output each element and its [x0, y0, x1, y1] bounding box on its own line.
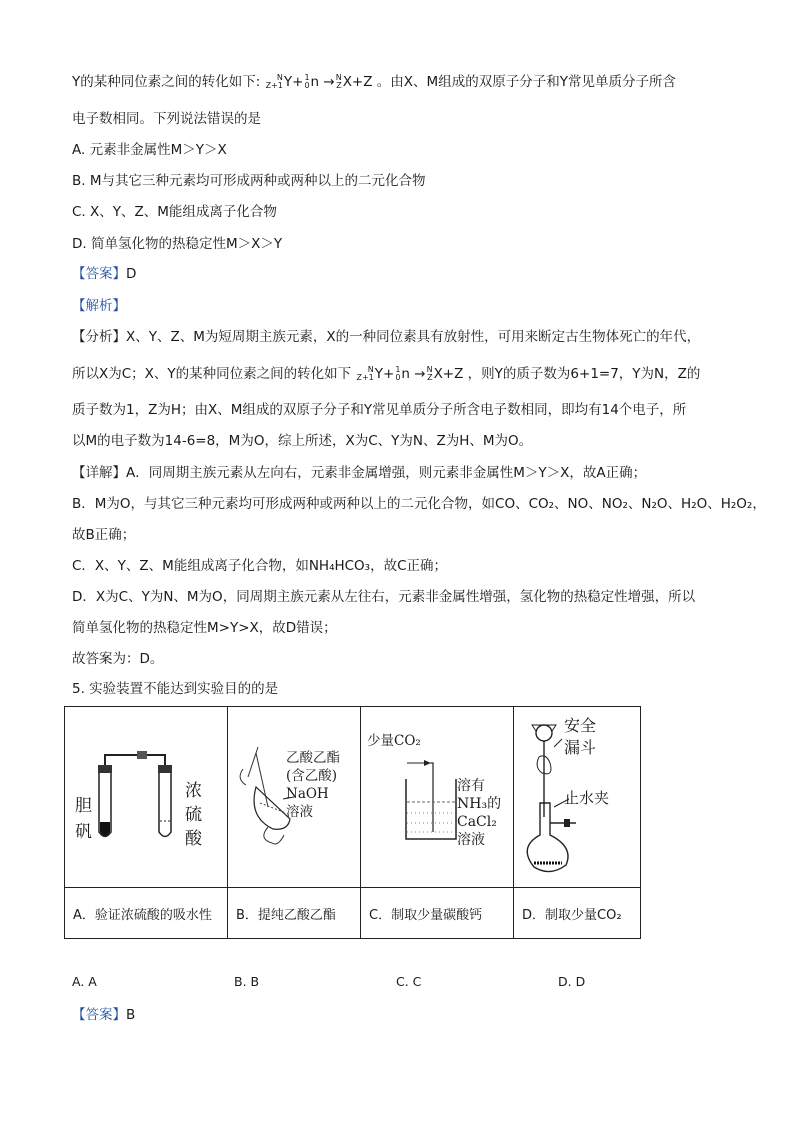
nuclear-equation: N Z+1 Y+ 1 0 n → N Z X+Z: [265, 73, 377, 90]
option-b: B. M与其它三种元素均可形成两种或两种以上的二元化合物: [72, 173, 426, 189]
detail-conclusion: 故答案为：D。: [72, 651, 164, 667]
label-nh3: NH₃的: [457, 796, 502, 812]
figure-b: [228, 707, 361, 888]
option-d: D. 简单氢化物的热稳定性M＞X＞Y: [72, 236, 283, 252]
figure-c: [361, 707, 514, 888]
label-cacl2: CaCl₂: [457, 814, 497, 830]
label-co2-top: 少量CO₂: [367, 733, 421, 749]
choice-b: B. B: [234, 974, 260, 989]
intro-line-2: 电子数相同。下列说法错误的是: [72, 111, 261, 127]
detail-a: 【详解】A．同周期主族元素从左向右，元素非金属增强，则元素非金属性M＞Y＞X，故A正确；: [72, 465, 647, 481]
label-danfan-1: 胆: [75, 796, 92, 816]
label-dissolved: 溶有: [457, 778, 485, 794]
detail-d-1: D．X为C、Y为N、M为O，同周期主族元素从左往右，元素非金属性增强，氢化物的热稳定性增强，所以: [72, 589, 696, 605]
fenxi-line-1: 【分析】X、Y、Z、M为短周期主族元素，X的一种同位素具有放射性，可用来断定古生物体死亡的年代，: [72, 329, 701, 345]
choice-c: C. C: [396, 974, 422, 989]
label-acid-2: 硫: [185, 805, 202, 825]
fenxi-line-4: 以M的电子数为14-6=8，M为O，综上所述，X为C、Y为N、Z为H、M为O。: [72, 433, 533, 449]
label-acid-3: 酸: [185, 829, 202, 849]
caption-d: D．制取少量CO₂: [514, 888, 641, 939]
caption-c: C．制取少量碳酸钙: [361, 888, 514, 939]
label-solution-c: 溶液: [457, 832, 485, 848]
label-safety-1: 安全: [564, 716, 597, 735]
intro-line-1: Y的某种同位素之间的转化如下: N Z+1 Y+ 1 0 n → N Z X+Z 。由X、M组成的双原子分子和Y常见单质分子所含: [72, 73, 676, 90]
label-naoh: NaOH: [286, 786, 329, 802]
caption-b: B．提纯乙酸乙酯: [228, 888, 361, 939]
figure-d: [514, 707, 641, 888]
figure-a: [65, 707, 228, 888]
fenxi-line-3: 质子数为1，Z为H；由X、M组成的双原子分子和Y常见单质分子所含电子数相同，即均有14个电子，所: [72, 402, 687, 418]
detail-b-2: 故B正确；: [72, 527, 136, 543]
label-safety-2: 漏斗: [564, 738, 597, 757]
question-5-stem: 5. 实验装置不能达到实验目的的是: [72, 681, 279, 697]
label-danfan-2: 矾: [75, 822, 92, 842]
label-ethyl-acetate: 乙酸乙酯: [286, 750, 340, 766]
answer-tag: 【答案】: [72, 266, 126, 282]
label-with-acetic-acid: (含乙酸): [286, 768, 338, 784]
choice-d: D. D: [558, 974, 586, 989]
detail-c: C．X、Y、Z、M能组成离子化合物，如NH₄HCO₃，故C正确；: [72, 558, 448, 574]
answer-value: D: [126, 266, 137, 282]
option-c: C. X、Y、Z、M能组成离子化合物: [72, 204, 277, 220]
detail-d-2: 简单氢化物的热稳定性M>Y>X，故D错误；: [72, 620, 337, 636]
detail-b-1: B．M为O，与其它三种元素均可形成两种或两种以上的二元化合物，如CO、CO₂、NO、NO₂、N₂O、H₂O、H₂O₂，: [72, 496, 766, 512]
label-solution: 溶液: [286, 804, 313, 820]
apparatus-table: [64, 706, 641, 939]
answer-2: [72, 1005, 135, 1025]
caption-a: A．验证浓硫酸的吸水性: [65, 888, 228, 939]
label-acid-1: 浓: [185, 781, 202, 801]
answer-tag-2: 【答案】: [72, 1007, 126, 1023]
choice-a: A. A: [72, 974, 97, 989]
nuclear-equation-2: N Z+1 Y+ 1 0 n → N Z X+Z: [356, 365, 468, 382]
option-a: A. 元素非金属性M＞Y＞X: [72, 142, 227, 158]
label-clamp: 止水夹: [564, 789, 610, 807]
analysis-heading: 【解析】: [72, 298, 126, 314]
answer-1: [72, 264, 136, 284]
fenxi-line-2: 所以X为C；X、Y的某种同位素之间的转化如下 N Z+1 Y+ 1 0 n → N Z X+Z ，则Y的质子数为6+1=7，Y为N，Z的: [72, 365, 701, 382]
answer-value-2: B: [126, 1007, 136, 1023]
